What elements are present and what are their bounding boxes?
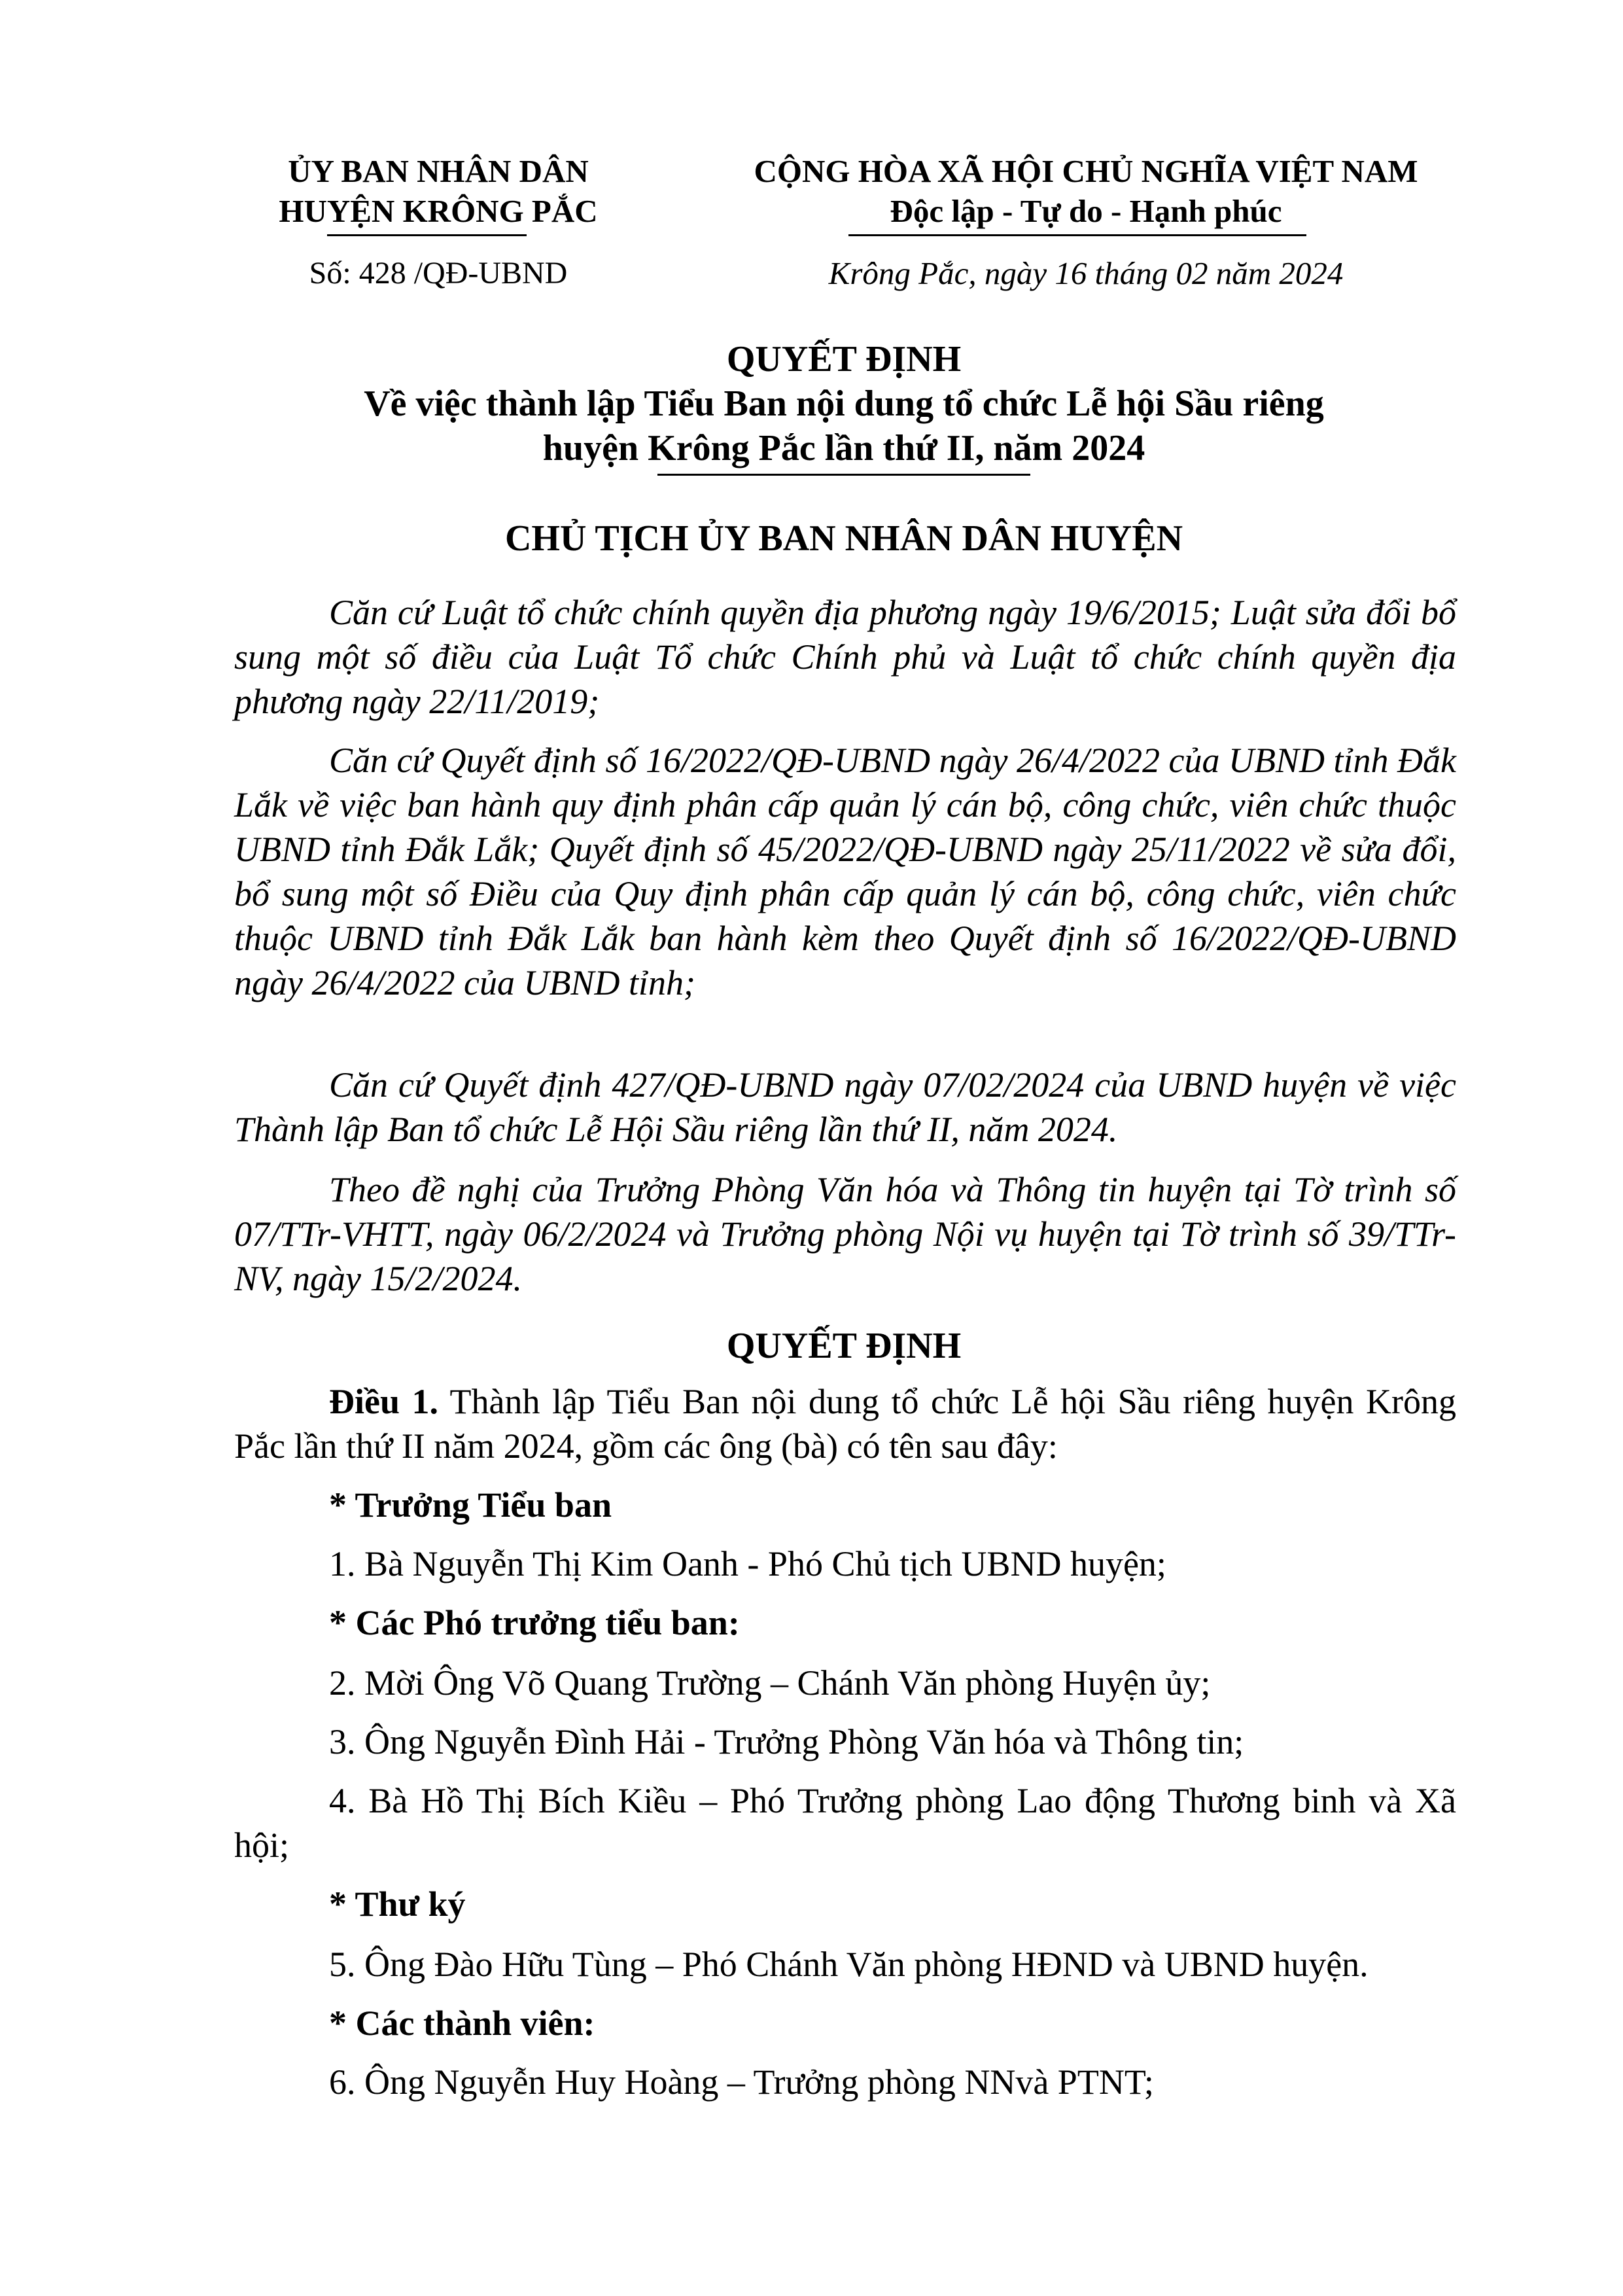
head-label: * Trưởng Tiểu ban xyxy=(329,1485,612,1525)
subject-line2: huyện Krông Pắc lần thứ II, năm 2024 xyxy=(542,428,1145,468)
preamble-para-2: Căn cứ Quyết định số 16/2022/QĐ-UBND ngày 26/4/2022 của UBND tỉnh Đắk Lắk về việc ban hành quy định phân cấp quản lý cán bộ, công chức, viên chức thuộc UBND tỉnh Đắk Lắk; Quyết định số 45/2022/QĐ-UBND ngày 25/11/2022 về sửa đổi, bổ sung một số Điều của Quy định phân cấp quản lý cán bộ, công chức, viên chức thuộc UBND tỉnh Đắk Lắk ban hành kèm theo Quyết định số 16/2022/QĐ-UBND ngày 26/4/2022 của UBND tỉnh; xyxy=(234,741,1456,1002)
decision-heading: QUYẾT ĐỊNH xyxy=(726,1326,962,1366)
preamble-para-1: Căn cứ Luật tổ chức chính quyền địa phương ngày 19/6/2015; Luật sửa đổi bổ sung một số điều của Luật Tổ chức Chính phủ và Luật tổ chức chính quyền địa phương ngày 22/11/2019; xyxy=(234,593,1456,721)
member-5: 5. Ông Đào Hữu Tùng – Phó Chánh Văn phòng HĐND và UBND huyện. xyxy=(329,1945,1369,1984)
article-1 xyxy=(234,1379,1456,1468)
member-1: 1. Bà Nguyễn Thị Kim Oanh - Phó Chủ tịch UBND huyện; xyxy=(329,1544,1166,1583)
secretary-label: * Thư ký xyxy=(329,1884,466,1924)
place-date: Krông Pắc, ngày 16 tháng 02 năm 2024 xyxy=(828,255,1344,291)
issuing-org-line2: HUYỆN KRÔNG PẮC xyxy=(279,193,598,229)
document-type: QUYẾT ĐỊNH xyxy=(726,339,962,380)
member-6: 6. Ông Nguyễn Huy Hoàng – Trưởng phòng NNvà PTNT; xyxy=(329,2062,1154,2102)
member-4: 4. Bà Hồ Thị Bích Kiều – Phó Trưởng phòng Lao động Thương binh và Xã hội; xyxy=(234,1781,1456,1865)
org-underline xyxy=(327,234,527,236)
title-underline xyxy=(657,474,1030,476)
preamble-para-4: Theo đề nghị của Trưởng Phòng Văn hóa và Thông tin huyện tại Tờ trình số 07/TTr-VHTT, ngày 06/2/2024 và Trưởng phòng Nội vụ huyện tại Tờ trình số 39/TTr-NV, ngày 15/2/2024. xyxy=(234,1170,1456,1298)
article-1-label: Điều 1. xyxy=(329,1382,438,1421)
issuing-org-line1: ỦY BAN NHÂN DÂN xyxy=(288,153,589,189)
member-3: 3. Ông Nguyễn Đình Hải - Trưởng Phòng Văn hóa và Thông tin; xyxy=(329,1722,1244,1761)
document-number: Số: 428 /QĐ-UBND xyxy=(309,256,568,291)
deputies-label: * Các Phó trưởng tiểu ban: xyxy=(329,1603,740,1642)
issuing-authority: CHỦ TỊCH ỦY BAN NHÂN DÂN HUYỆN xyxy=(504,518,1183,559)
motto-underline xyxy=(848,234,1306,236)
members-label: * Các thành viên: xyxy=(329,2004,595,2043)
subject-line1: Về việc thành lập Tiểu Ban nội dung tổ chức Lễ hội Sầu riêng xyxy=(364,383,1324,424)
nation-motto: Độc lập - Tự do - Hạnh phúc xyxy=(890,193,1282,229)
nation-line1: CỘNG HÒA XÃ HỘI CHỦ NGHĨA VIỆT NAM xyxy=(754,153,1418,189)
preamble-para-3: Căn cứ Quyết định 427/QĐ-UBND ngày 07/02/2024 của UBND huyện về việc Thành lập Ban tổ chức Lễ Hội Sầu riêng lần thứ II, năm 2024. xyxy=(234,1065,1456,1149)
member-2: 2. Mời Ông Võ Quang Trường – Chánh Văn phòng Huyện ủy; xyxy=(329,1663,1211,1703)
article-1-text: Thành lập Tiểu Ban nội dung tổ chức Lễ hội Sầu riêng huyện Krông Pắc lần thứ II năm 2024, gồm các ông (bà) có tên sau đây: xyxy=(234,1382,1456,1466)
